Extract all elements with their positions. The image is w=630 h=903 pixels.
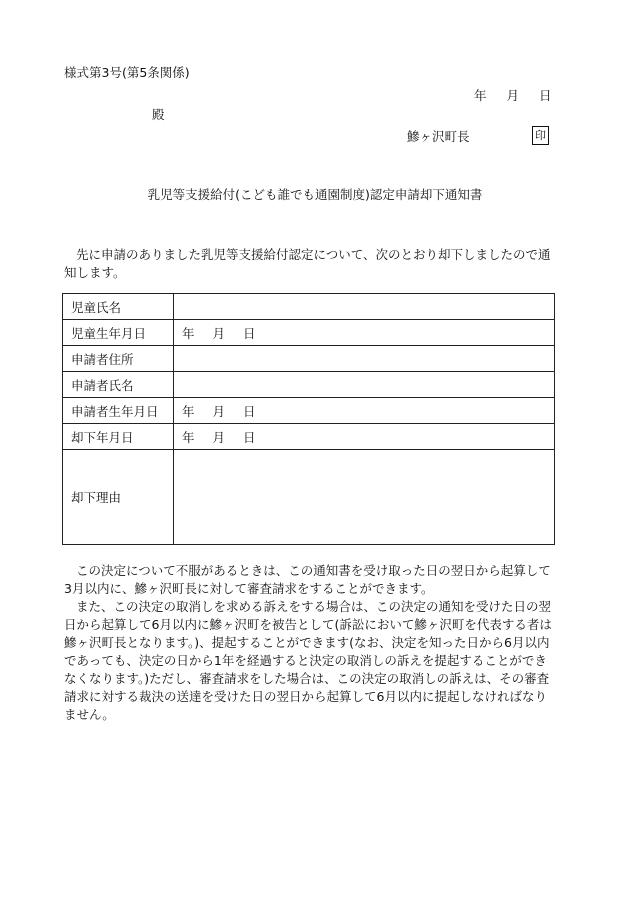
form-number: 様式第3号(第5条関係) (64, 65, 190, 80)
issue-date-line: 年 月 日 (474, 88, 552, 103)
row-label: 児童生年月日 (63, 320, 174, 346)
row-label: 申請者生年月日 (63, 398, 174, 424)
table-row (63, 450, 555, 545)
row-label: 申請者氏名 (63, 372, 174, 398)
seal-box: 印 (532, 126, 549, 145)
row-value: 年 月 日 (174, 320, 555, 346)
table-row (63, 320, 555, 346)
row-label: 却下理由 (63, 450, 174, 545)
row-value: 年 月 日 (174, 424, 555, 450)
document-title: 乳児等支援給付(こども誰でも通園制度)認定申請却下通知書 (147, 187, 483, 202)
row-value (174, 294, 555, 320)
table-row (63, 398, 555, 424)
row-value (174, 372, 555, 398)
addressee-suffix: 殿 (152, 107, 165, 122)
table-row (63, 346, 555, 372)
table-row (63, 294, 555, 320)
row-value (174, 450, 555, 545)
details-table (62, 293, 555, 545)
row-label: 申請者住所 (63, 346, 174, 372)
row-label: 児童氏名 (63, 294, 174, 320)
row-label: 却下年月日 (63, 424, 174, 450)
table-row (63, 424, 555, 450)
appeal-notice-paragraph: この決定について不服があるときは、この通知書を受け取った日の翌日から起算して3月以内に、鰺ヶ沢町長に対して審査請求をすることができます。 (64, 563, 551, 596)
table-row (63, 372, 555, 398)
issuer-name: 鰺ヶ沢町長 (407, 129, 470, 144)
intro-paragraph: 先に申請のありました乳児等支援給付認定について、次のとおり却下しましたので通知します。 (64, 247, 551, 280)
lawsuit-notice-paragraph: また、この決定の取消しを求める訴えをする場合は、この決定の通知を受けた日の翌日から起算して6月以内に鰺ヶ沢町を被告として(訴訟において鰺ヶ沢町を代表する者は鰺ヶ沢町長となります。)、提起することができます(なお、決定を知った日から6月以内であっても、決定の日から1年を経過すると決定の取消しの訴えを提起することができなくなります。)ただし、審査請求をした場合は、この決定の取消しの訴えは、その審査請求に対する裁決の送達を受けた日の翌日から起算して6月以内に提起しなければなりません。 (64, 599, 552, 722)
row-value (174, 346, 555, 372)
row-value: 年 月 日 (174, 398, 555, 424)
